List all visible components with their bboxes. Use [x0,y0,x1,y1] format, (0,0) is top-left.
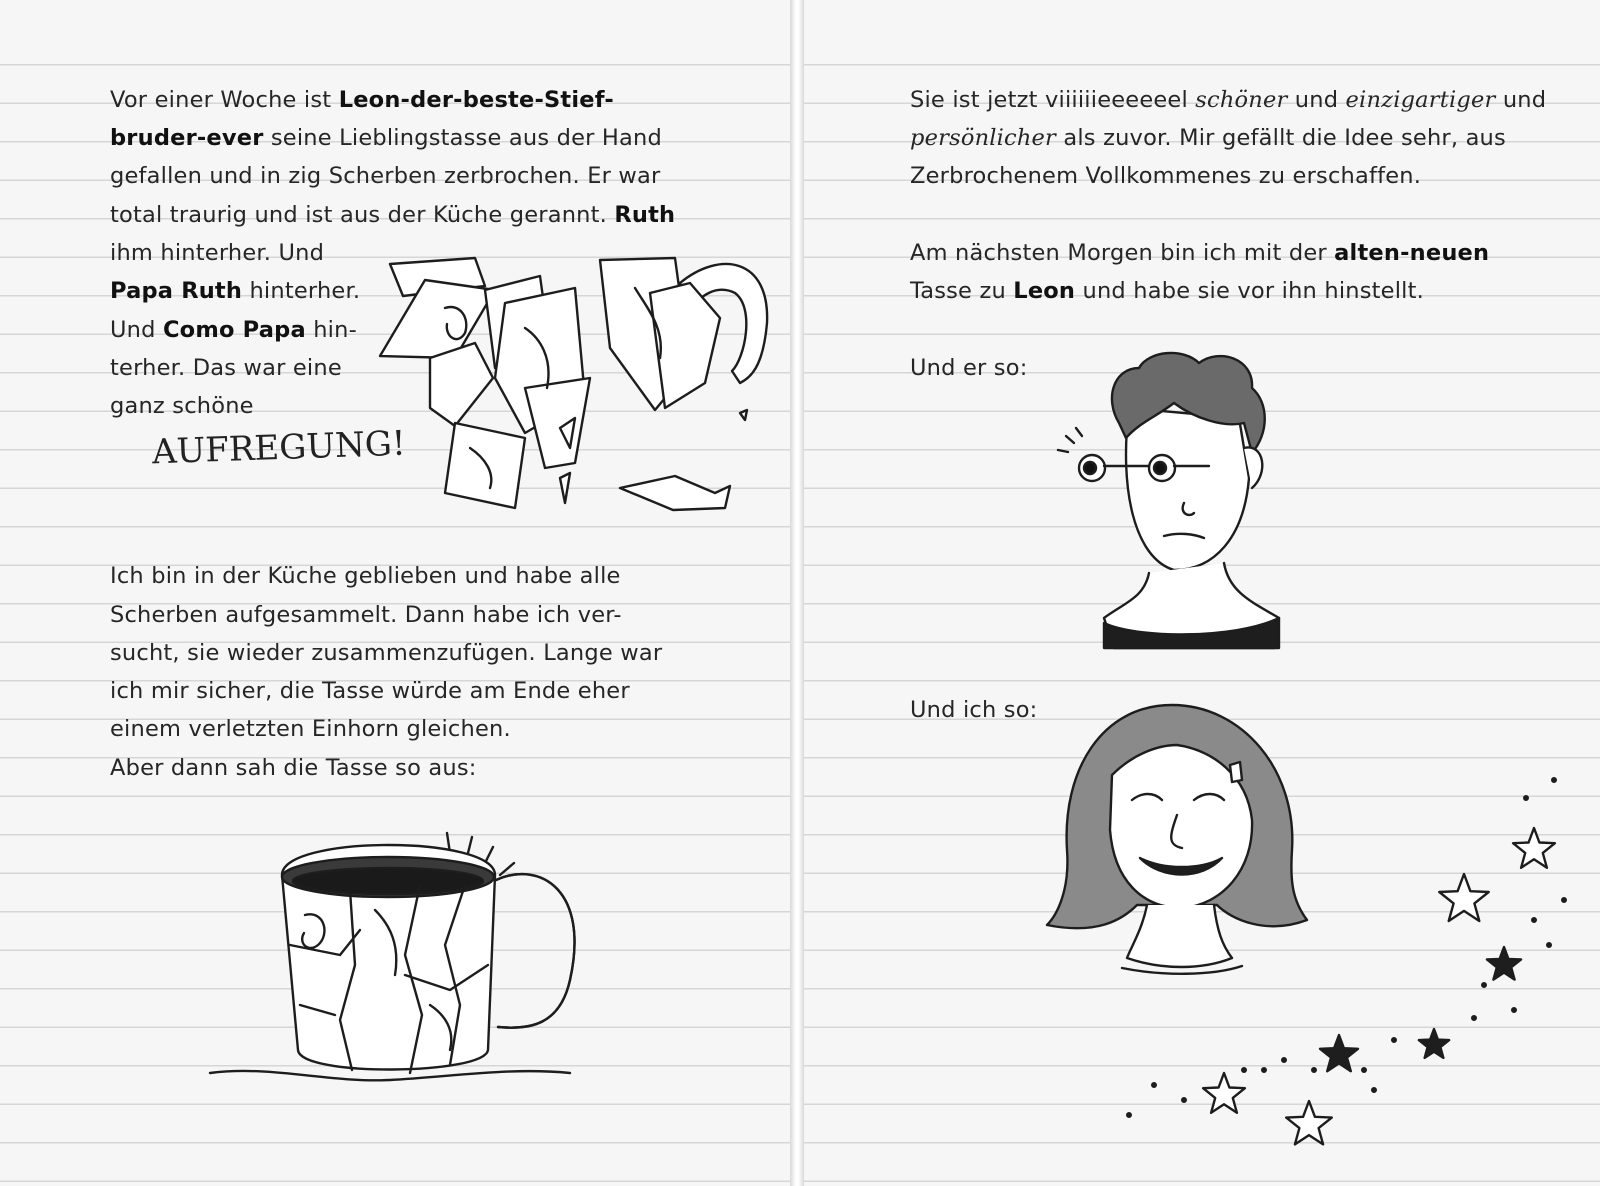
star-icon [1203,1073,1245,1113]
star-dot [1282,1058,1286,1062]
star-dot [1392,1038,1396,1042]
star-dot [1552,778,1556,782]
text-line: bruder-ever seine Lieblingstasse aus der Hand [110,125,662,151]
he-label: Und er so: [910,355,1028,381]
star-dot [1262,1068,1266,1072]
text-line: ganz schöne [110,393,254,419]
text-line: persönlicher als zuvor. Mir gefällt die Idee sehr, aus [910,125,1506,151]
star-dot [1547,943,1551,947]
surprised-boy-icon [1054,348,1294,648]
text-line: Aber dann sah die Tasse so aus: [110,755,477,781]
text-line: Ich bin in der Küche geblieben und habe alle [110,563,621,589]
star-dot [1512,1008,1516,1012]
text-line: total traurig und ist aus der Küche gerannt. Ruth [110,202,676,228]
star-dot [1472,1016,1476,1020]
text-line: Scherben aufgesammelt. Dann habe ich ver- [110,602,622,628]
text-line: Und Como Papa hin- [110,317,357,343]
text-line: Papa Ruth hinterher. [110,278,361,304]
text-line: Am nächsten Morgen bin ich mit der alten-neuen [910,240,1490,266]
book-gutter [790,0,804,1186]
star-icon [1419,1029,1449,1058]
aufregung-exclamation: AUFREGUNG! [151,423,407,473]
text-line: ihm hinterher. Und [110,240,325,266]
text-line: terher. Das war eine [110,355,342,381]
text-line: gefallen und in zig Scherben zerbrochen. Er war [110,163,661,189]
text-line: Sie ist jetzt viiiiiieeeeeel schöner und einzigartiger und [910,87,1547,113]
left-page [0,0,790,1186]
text-line: sucht, sie wieder zusammenzufügen. Lange war [110,640,663,666]
text-line: Tasse zu Leon und habe sie vor ihn hinstellt. [910,278,1424,304]
star-icon [1513,828,1555,868]
star-dot [1312,1068,1316,1072]
repaired-mug-icon [210,815,580,1095]
star-dot [1532,918,1536,922]
star-dot [1127,1113,1131,1117]
star-dot [1182,1098,1186,1102]
text-line: ich mir sicher, die Tasse würde am Ende eher [110,678,630,704]
text-line: Vor einer Woche ist Leon-der-beste-Stief- [110,87,614,113]
me-label: Und ich so: [910,697,1038,723]
star-icon [1439,874,1488,921]
star-icon [1320,1035,1358,1071]
star-icon [1094,770,1600,1180]
star-dot [1524,796,1528,800]
star-dot [1152,1083,1156,1087]
star-dot [1482,983,1486,987]
text-line: Zerbrochenem Vollkommenes zu erschaffen. [910,163,1422,189]
broken-mug-icon [375,248,785,528]
star-dot [1362,1068,1366,1072]
star-dot [1372,1088,1376,1092]
right-page [804,0,1600,1186]
text-line: einem verletzten Einhorn gleichen. [110,716,511,742]
star-dot [1562,898,1566,902]
star-dot [1242,1068,1246,1072]
star-icon [1286,1101,1332,1144]
star-icon [1487,947,1521,980]
